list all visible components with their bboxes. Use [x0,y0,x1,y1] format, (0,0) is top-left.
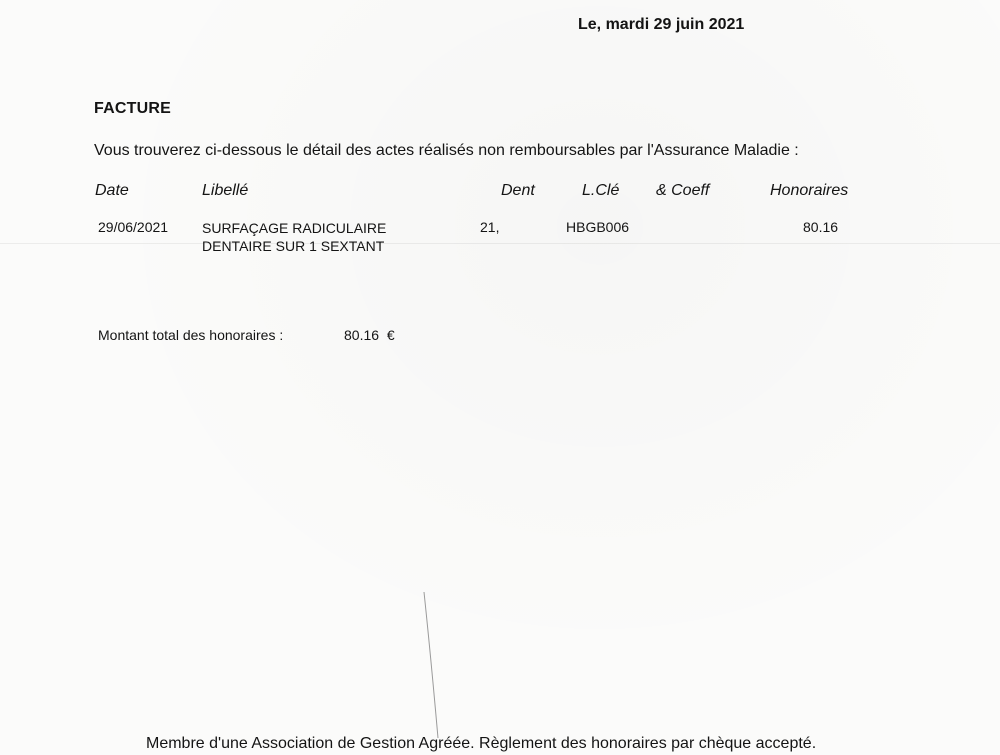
row-lcle: HBGB006 [566,219,630,235]
column-header-libelle: Libellé [202,182,249,199]
document-title: FACTURE [94,100,171,117]
column-header-honoraires: Honoraires [770,182,849,199]
total-label: Montant total des honoraires : [98,327,284,343]
column-header-lcle: L.Clé [582,182,620,199]
row-libelle-line-2: DENTAIRE SUR 1 SEXTANT [202,238,385,254]
row-dent: 21, [480,219,500,235]
column-header-coeff: & Coeff [656,182,710,199]
intro-text: Vous trouverez ci-dessous le détail des actes réalisés non remboursables par l'Assurance Maladie : [94,142,799,159]
footer-text: Membre d'une Association de Gestion Agréée. Règlement des honoraires par chèque accepté. [146,735,817,752]
pen-stroke [420,590,450,740]
row-libelle [202,219,386,255]
scan-fold-line [0,243,1000,244]
column-header-dent: Dent [501,182,535,199]
document-date: Le, mardi 29 juin 2021 [578,16,745,33]
row-libelle-line-1: SURFAÇAGE RADICULAIRE [202,220,387,236]
row-honoraires: 80.16 [803,219,839,235]
row-date: 29/06/2021 [98,219,169,235]
column-header-date: Date [95,182,129,199]
total-value: 80.16 € [344,327,395,343]
